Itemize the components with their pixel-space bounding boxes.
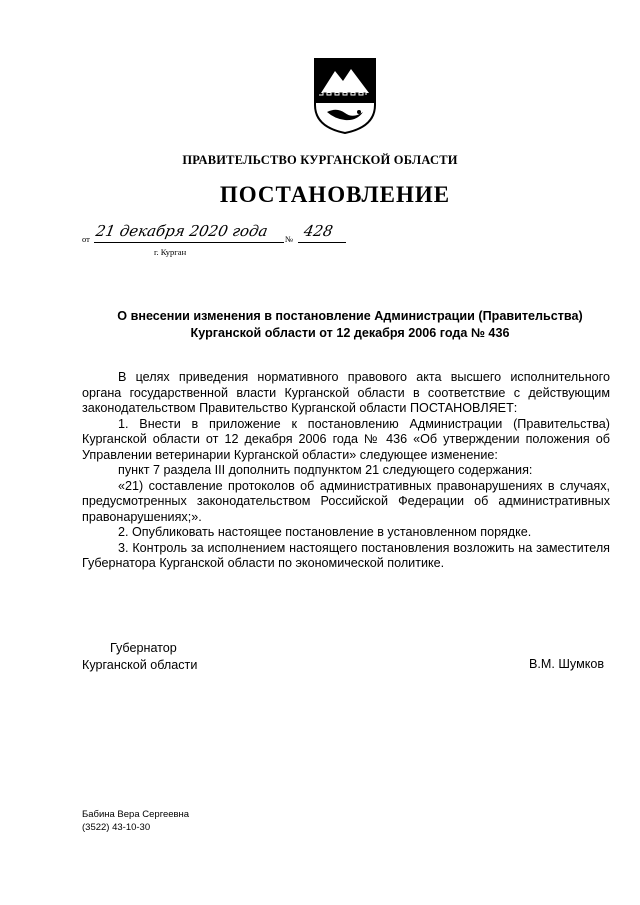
number-label: № <box>285 234 294 244</box>
item-1-point-paragraph: пункт 7 раздела III дополнить подпунктом 21 следующего содержания: <box>118 463 533 477</box>
from-label: от <box>82 234 90 244</box>
executor-name: Бабина Вера Сергеевна <box>82 809 190 820</box>
number-underline <box>298 242 346 243</box>
date-underline <box>94 242 284 243</box>
item-1-paragraph: 1. Внести в приложение к постановлению Администрации (Правительства) Курганской области от 12 декабря 2006 года № 436 «Об утверждении положения об Управлении ветеринарии Курганской области» следующее изменение: <box>82 416 610 462</box>
document-type: ПОСТАНОВЛЕНИЕ <box>219 182 451 207</box>
document-date-number <box>82 222 372 262</box>
position-line-2: Курганской области <box>82 658 198 672</box>
signatory-name: В.М. Шумков <box>529 657 605 671</box>
preamble-paragraph: В целях приведения нормативного правового акта высшего исполнительного органа государственной власти Курганской области в соответствие с действующим законодательством Правительство Курганской области ПОСТАНОВЛЯЕТ: <box>82 370 610 415</box>
position-line-1: Губернатор <box>110 641 177 655</box>
item-3-paragraph: 3. Контроль за исполнением настоящего постановления возложить на заместителя Губернатора Курганской области по экономической политике. <box>82 540 610 570</box>
document-subject <box>60 308 640 342</box>
kurgan-coat-of-arms-icon <box>313 57 377 135</box>
document-body <box>82 370 610 572</box>
executor-info <box>82 808 189 834</box>
item-1-subpoint-paragraph: «21) составление протоколов об административных правонарушениях в случаях, предусмотренных законодательством Российской Федерации об административных правонарушениях;». <box>82 478 610 524</box>
city-label: г. Курган <box>154 247 187 257</box>
item-2-paragraph: 2. Опубликовать настоящее постановление в установленном порядке. <box>118 525 532 539</box>
handwritten-number: 428 <box>302 222 335 240</box>
signatory-position <box>82 640 197 674</box>
executor-phone: (3522) 43-10-30 <box>82 822 151 833</box>
handwritten-date: 21 декабря 2020 года <box>94 222 270 240</box>
subject-line-2: Курганской области от 12 декабря 2006 года № 436 <box>190 326 510 340</box>
government-name: ПРАВИТЕЛЬСТВО КУРГАНСКОЙ ОБЛАСТИ <box>182 153 458 167</box>
subject-line-1: О внесении изменения в постановление Администрации (Правительства) <box>117 309 583 323</box>
